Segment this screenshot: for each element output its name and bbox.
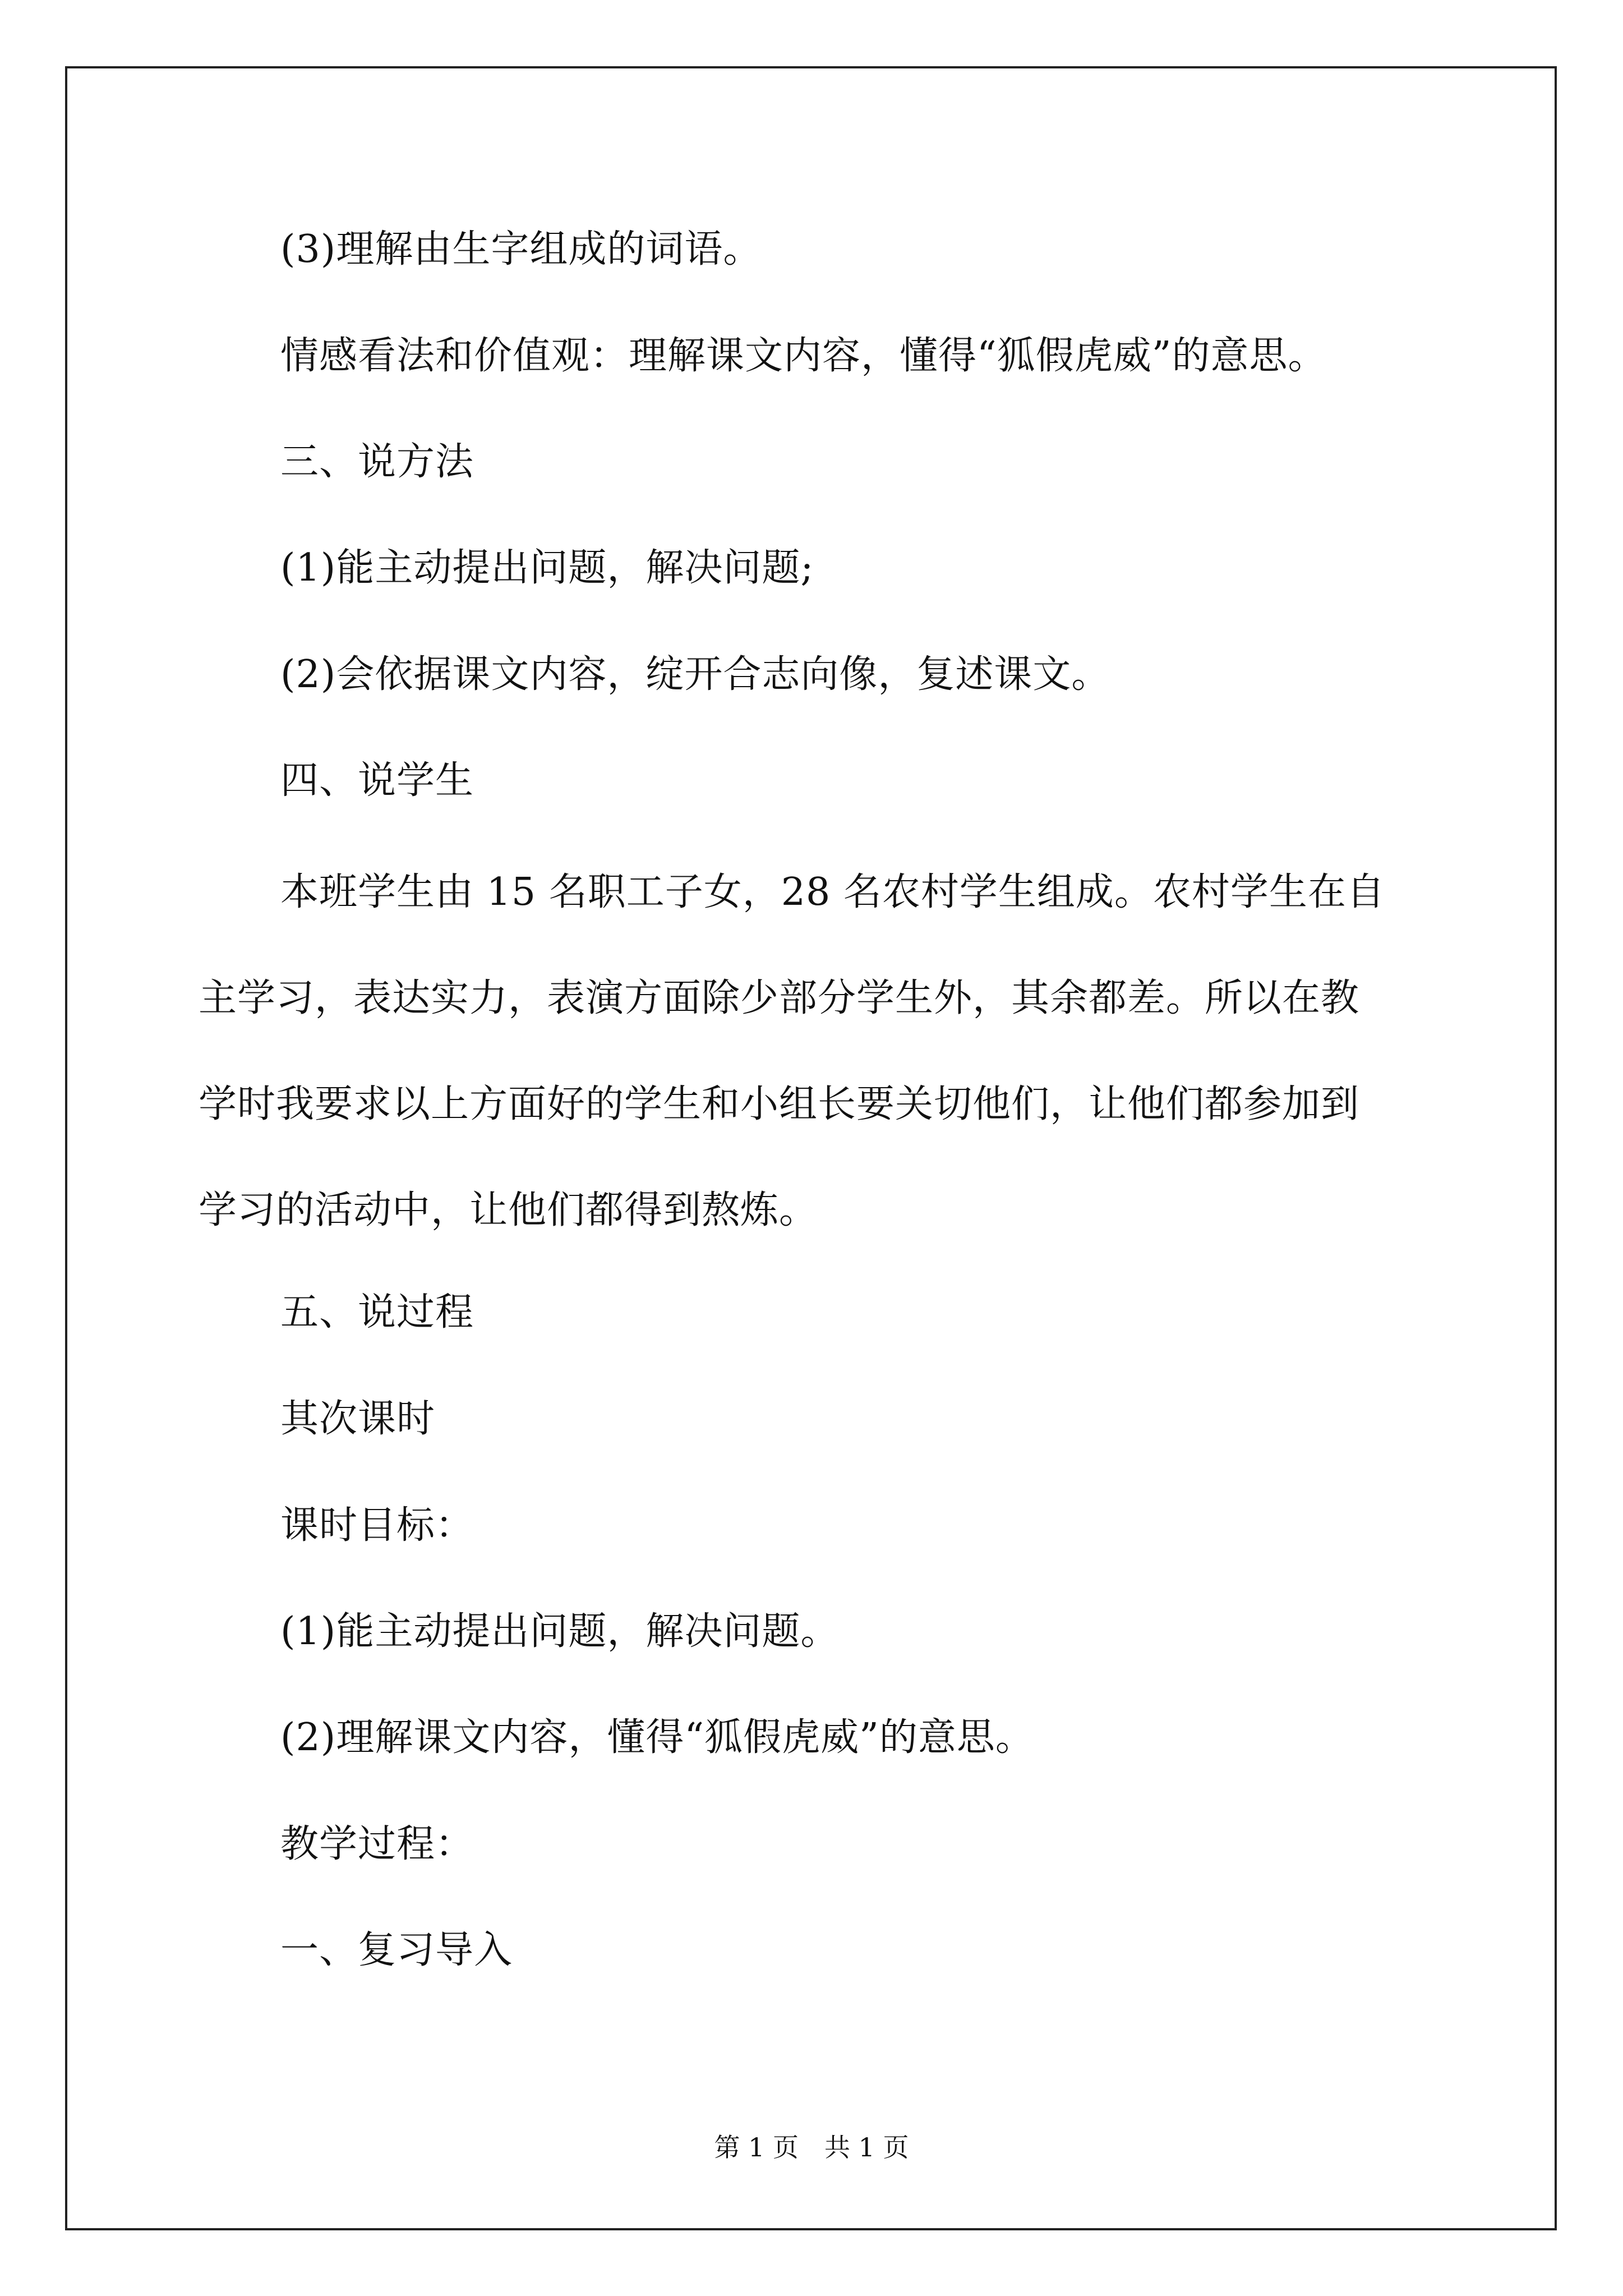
text-line: (1)能主动提出问题，解决问题。 xyxy=(280,1609,840,1654)
text-line: 情感看法和价值观：理解课文内容，懂得“狐假虎威”的意思。 xyxy=(280,334,1327,378)
student-paragraph xyxy=(199,839,1432,1263)
text-line: (1)能主动提出问题，解决问题; xyxy=(280,546,814,590)
paragraph-line: 本班学生由 15 名职工子女，28 名农村学生组成。农村学生在自 xyxy=(280,870,1385,914)
section-heading: 三、说方法 xyxy=(280,440,474,484)
text-line: 其次课时 xyxy=(280,1397,436,1441)
paragraph-line: 主学习，表达实力，表演方面除少部分学生外，其余都差。所以在教 xyxy=(199,976,1360,1020)
page-footer: 第 1 页 共 1 页 xyxy=(714,2132,909,2162)
text-line: (3)理解由生字组成的词语。 xyxy=(280,227,762,272)
text-line: 教学过程： xyxy=(280,1822,474,1866)
section-heading: 一、复习导入 xyxy=(280,1928,513,1972)
paragraph-line: 学时我要求以上方面好的学生和小组长要关切他们，让他们都参加到 xyxy=(199,1082,1360,1126)
text-line: 课时目标： xyxy=(280,1503,474,1548)
section-heading: 五、说过程 xyxy=(280,1290,474,1335)
text-line: (2)会依据课文内容，绽开合志向像，复述课文。 xyxy=(280,652,1110,697)
section-heading: 四、说学生 xyxy=(280,758,474,803)
paragraph-line: 学习的活动中，让他们都得到熬炼。 xyxy=(199,1188,818,1232)
text-line: (2)理解课文内容，懂得“狐假虎威”的意思。 xyxy=(280,1715,1034,1760)
